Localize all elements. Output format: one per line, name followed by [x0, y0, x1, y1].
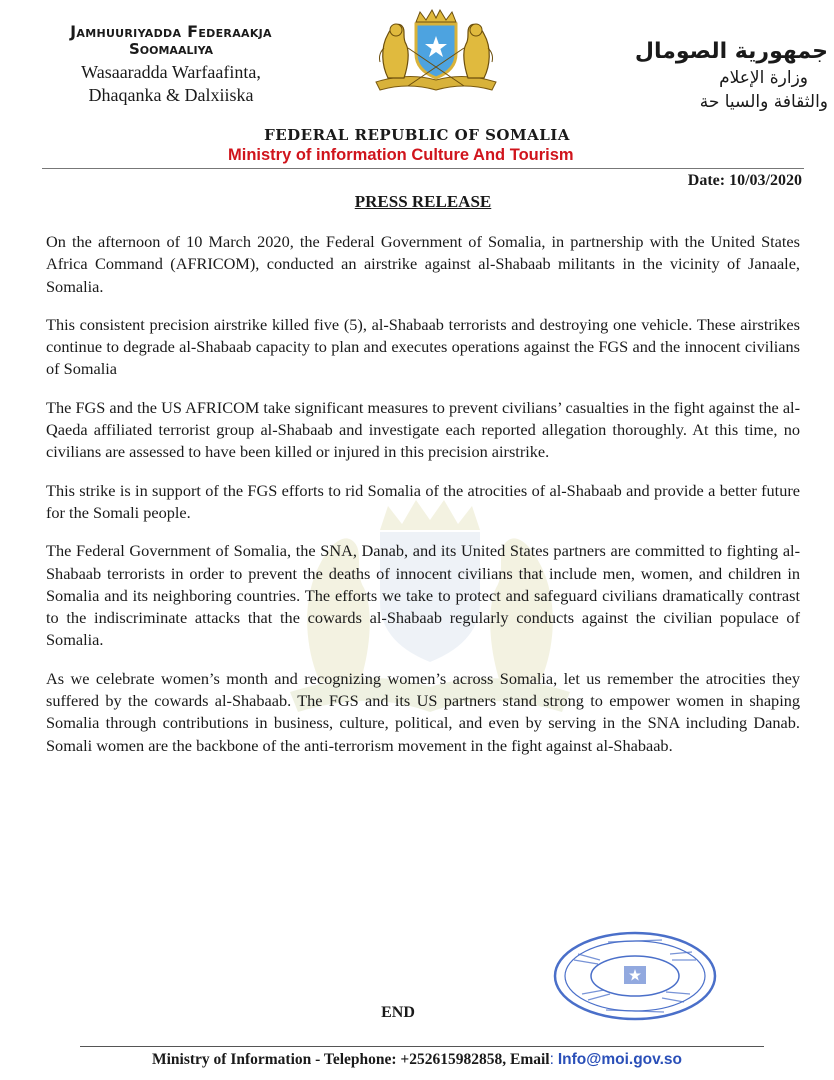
ministry-title: Ministry of information Culture And Tourism [228, 146, 574, 164]
header-right-line3: والثقافة والسيا حة [699, 92, 828, 112]
header-divider [42, 168, 804, 169]
paragraph-3: The FGS and the US AFRICOM take significant measures to prevent civilians’ casualties in the fight against the al-Qaeda affiliated terrorist group al-Shabaab and investigate each reported allegation thoroughly. At this time, no civilians are assessed to have been killed or injured in this precision airstrike. [46, 397, 800, 462]
end-marker: END [381, 1004, 415, 1021]
header-somali-block [6, 22, 336, 107]
header-left-line3: Wasaaradda Warfaafinta, [81, 62, 261, 82]
paragraph-1: On the afternoon of 10 March 2020, the Federal Government of Somalia, in partnership with the United States Africa Command (AFRICOM), conducted an airstrike against al-Shabaab militants in the vicinity of Janaale, Somalia. [46, 232, 800, 296]
paragraph-6: As we celebrate women’s month and recognizing women’s across Somalia, let us remember the atrocities they suffered by the cowards al-Shabaab. The FGS and its US partners stand strong to empower women in shaping Somalia through contributions in business, culture, political, and even by serving in the SNA including Danab. Somali women are the backbone of the anti-terrorism movement in the fight against al-Shabaab. [46, 668, 800, 755]
press-release-title: PRESS RELEASE [354, 192, 492, 211]
somalia-coat-of-arms-icon [368, 8, 504, 96]
federal-republic-title: FEDERAL REPUBLIC OF SOMALIA [264, 126, 570, 144]
header-left-line1: Jamhuuriyadda Federaakja [70, 22, 272, 41]
paragraph-2: This consistent precision airstrike killed five (5), al-Shabaab terrorists and destroying one vehicle. These airstrikes continue to degrade al-Shabaab capacity to plan and executes operations against the FGS and the innocent civilians of Somalia [46, 314, 800, 379]
paragraph-4: This strike is in support of the FGS efforts to rid Somalia of the atrocities of al-Shabaab and provide a better future for the Somali people. [46, 480, 800, 522]
footer-divider [80, 1046, 764, 1047]
footer-separator: : [549, 1051, 554, 1068]
header-right-line2: وزارة الإعلام [719, 68, 808, 88]
header-arabic-block [608, 38, 828, 114]
footer-contact [0, 1051, 834, 1069]
release-date: Date: 10/03/2020 [687, 172, 802, 189]
header-right-line1: جمهورية الصومال [634, 39, 828, 64]
header-left-line4: Dhaqanka & Dalxiiska [88, 85, 254, 105]
press-release-body [46, 231, 800, 773]
header-left-line2: Soomaaliya [128, 40, 213, 58]
footer-email-link[interactable]: Info@moi.gov.so [557, 1051, 682, 1068]
paragraph-5: The Federal Government of Somalia, the SNA, Danab, and its United States partners are committed to fighting al-Shabaab terrorists in order to prevent the deaths of innocent civilians that include men, women, and children in Somalia and its neighboring countries. The efforts we take to protect and safeguard civilians dramatically contrast to the indiscriminate attacks that the cowards al-Shabaab regularly conducts against the civilian populace of Somalia. [46, 541, 800, 650]
footer-text: Ministry of Information - Telephone: +252615982858, Email [151, 1051, 550, 1068]
